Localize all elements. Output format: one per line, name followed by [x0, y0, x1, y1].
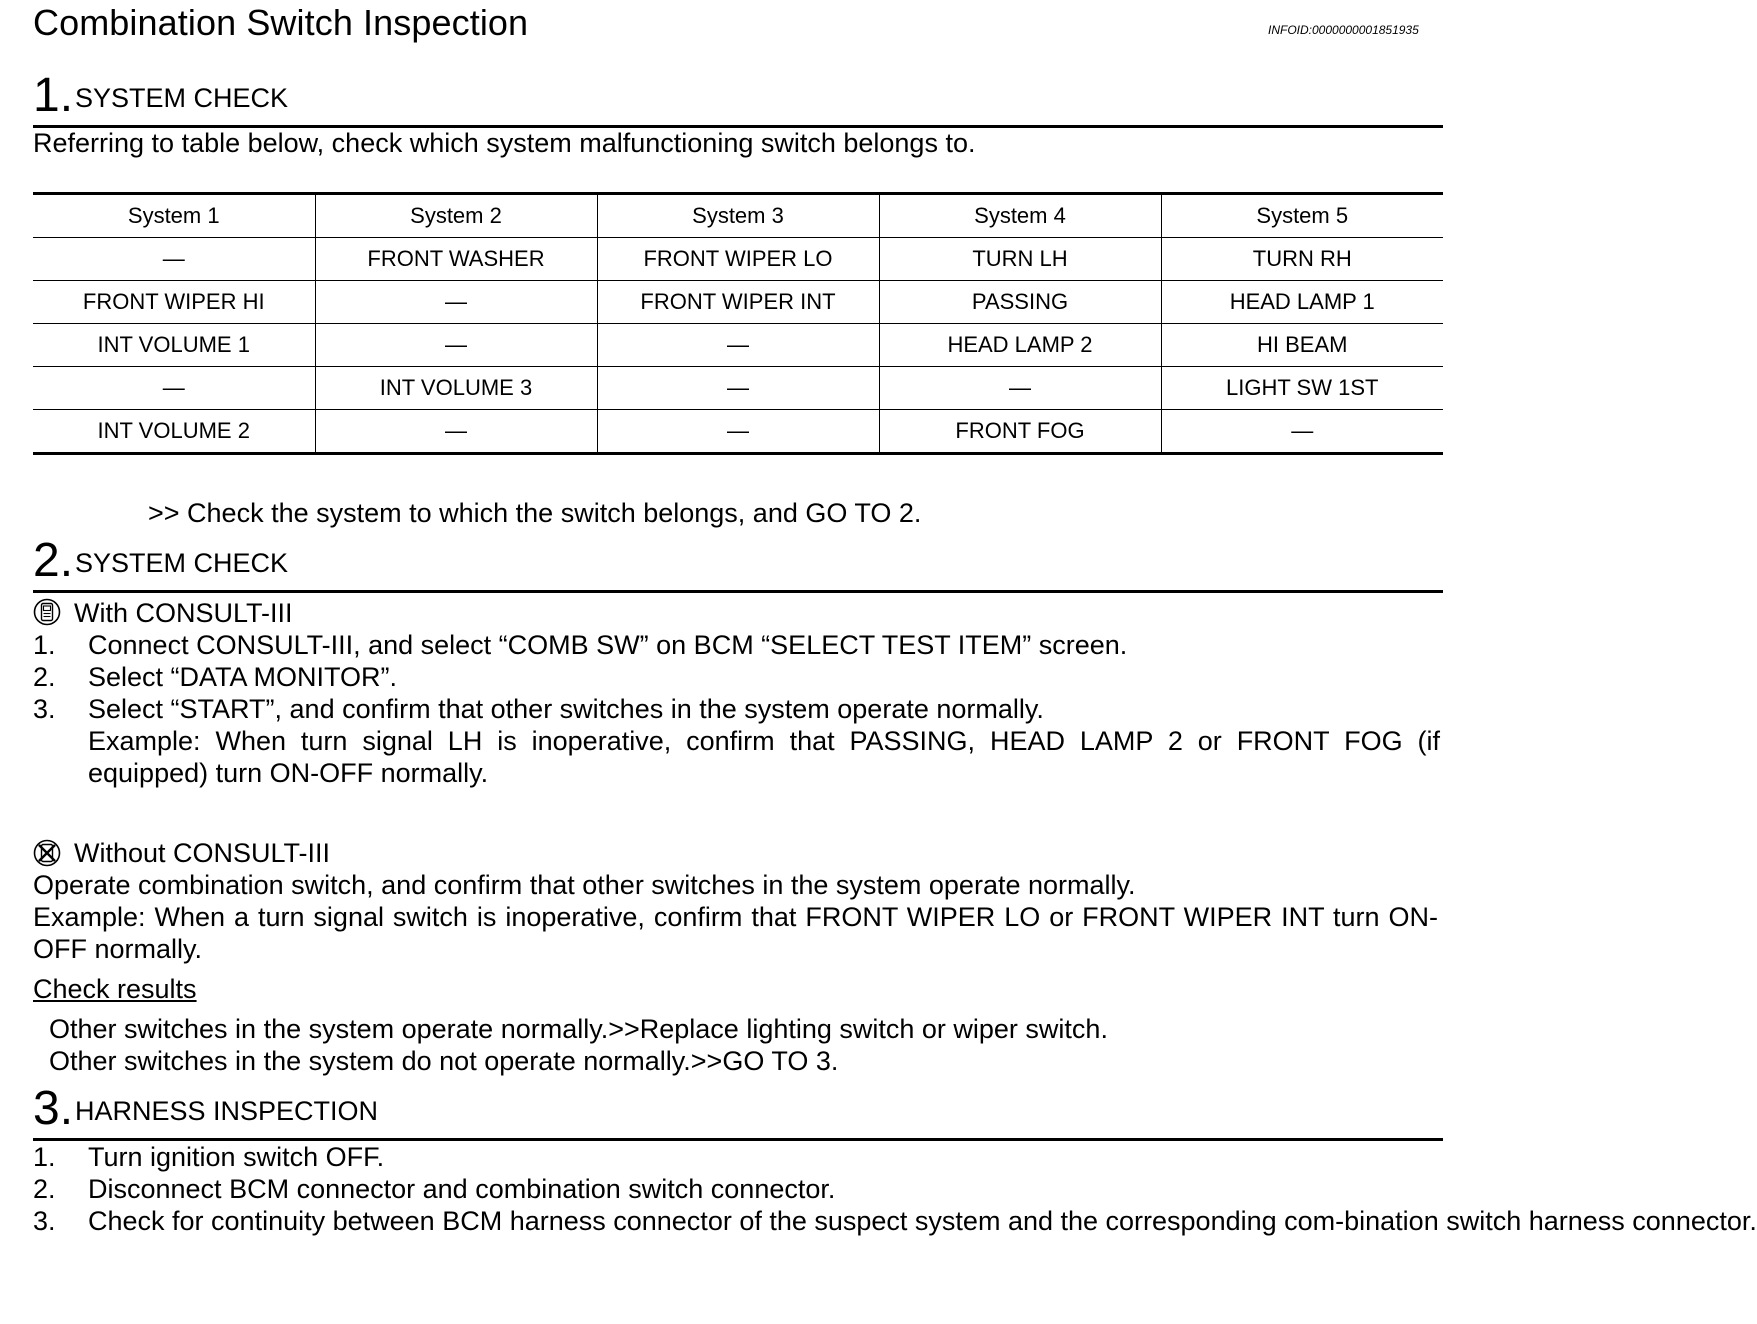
table-row [33, 238, 1443, 281]
table-cell: TURN RH [1161, 238, 1443, 281]
check-result-ng: Other switches in the system do not operate normally.>>GO TO 3. [49, 1046, 839, 1076]
step-1-number: 1. [33, 69, 74, 122]
list-item-number: 1. [33, 1142, 56, 1172]
table-cell: — [315, 281, 597, 324]
table-cell: FRONT WIPER HI [33, 281, 315, 324]
step-2-title: SYSTEM CHECK [75, 548, 289, 578]
table-row [33, 324, 1443, 367]
list-item-number: 3. [33, 694, 56, 724]
without-consult-instruction: Operate combination switch, and confirm that other switches in the system operate normally. [33, 870, 1136, 900]
step-1-title: SYSTEM CHECK [75, 83, 289, 113]
no-consult-tester-icon [33, 839, 61, 867]
table-cell: FRONT WIPER INT [597, 281, 879, 324]
table-cell: — [879, 367, 1161, 410]
consult-tester-icon [33, 598, 61, 626]
table-header-cell: System 3 [597, 194, 879, 238]
step-1-heading [33, 69, 1443, 128]
table-cell: — [1161, 410, 1443, 454]
table-cell: — [315, 324, 597, 367]
table-row [33, 367, 1443, 410]
table-cell: HEAD LAMP 1 [1161, 281, 1443, 324]
list-item-number: 2. [33, 662, 56, 692]
list-item-text: Select “START”, and confirm that other switches in the system operate normally. [88, 694, 1044, 724]
check-results-heading: Check results [33, 974, 197, 1004]
table-header-cell: System 4 [879, 194, 1161, 238]
step-3-heading [33, 1082, 1443, 1141]
table-cell: — [597, 410, 879, 454]
table-cell: LIGHT SW 1ST [1161, 367, 1443, 410]
table-cell: — [315, 410, 597, 454]
list-item-text: Disconnect BCM connector and combination switch connector. [88, 1174, 836, 1204]
table-row [33, 281, 1443, 324]
without-consult-heading: Without CONSULT-III [74, 838, 331, 868]
table-header-cell: System 1 [33, 194, 315, 238]
list-item-text: Connect CONSULT-III, and select “COMB SW” on BCM “SELECT TEST ITEM” screen. [88, 630, 1128, 660]
check-result-ok: Other switches in the system operate normally.>>Replace lighting switch or wiper switch. [49, 1014, 1108, 1044]
step-3-number: 3. [33, 1082, 74, 1135]
system-table [33, 192, 1443, 455]
step-1-next: >> Check the system to which the switch belongs, and GO TO 2. [148, 498, 922, 528]
table-cell: FRONT WASHER [315, 238, 597, 281]
table-header-cell: System 5 [1161, 194, 1443, 238]
list-item-text: Select “DATA MONITOR”. [88, 662, 398, 692]
step-1-intro: Referring to table below, check which system malfunctioning switch belongs to. [33, 128, 976, 158]
table-cell: INT VOLUME 3 [315, 367, 597, 410]
table-cell: — [33, 367, 315, 410]
table-header-cell: System 2 [315, 194, 597, 238]
with-consult-heading: With CONSULT-III [74, 598, 293, 628]
table-cell: HEAD LAMP 2 [879, 324, 1161, 367]
table-cell: INT VOLUME 1 [33, 324, 315, 367]
without-consult-example: Example: When a turn signal switch is inoperative, confirm that FRONT WIPER LO or FRONT WIPER INT turn ON-OFF normally. [33, 902, 1438, 964]
info-id: INFOID:0000000001851935 [1268, 23, 1419, 37]
table-cell: TURN LH [879, 238, 1161, 281]
table-cell: — [33, 238, 315, 281]
table-cell: — [597, 324, 879, 367]
with-consult-example: Example: When turn signal LH is inoperative, confirm that PASSING, HEAD LAMP 2 or FRONT FOG (if equipped) turn ON-OFF normally. [88, 726, 1440, 788]
table-row [33, 410, 1443, 454]
step-2-number: 2. [33, 534, 74, 587]
list-item-number: 1. [33, 630, 56, 660]
page-title: Combination Switch Inspection [33, 2, 529, 43]
step-2-heading [33, 534, 1443, 593]
table-cell: FRONT WIPER LO [597, 238, 879, 281]
table-cell: PASSING [879, 281, 1161, 324]
list-item-number: 3. [33, 1206, 56, 1236]
table-header-row [33, 194, 1443, 238]
step-3-title: HARNESS INSPECTION [75, 1096, 379, 1126]
list-item-number: 2. [33, 1174, 56, 1204]
table-cell: FRONT FOG [879, 410, 1161, 454]
table-cell: — [597, 367, 879, 410]
table-cell: INT VOLUME 2 [33, 410, 315, 454]
list-item-text: Check for continuity between BCM harness connector of the suspect system and the corresponding com-bination switch harness connector. [88, 1206, 1757, 1236]
table-cell: HI BEAM [1161, 324, 1443, 367]
list-item-text: Turn ignition switch OFF. [88, 1142, 385, 1172]
